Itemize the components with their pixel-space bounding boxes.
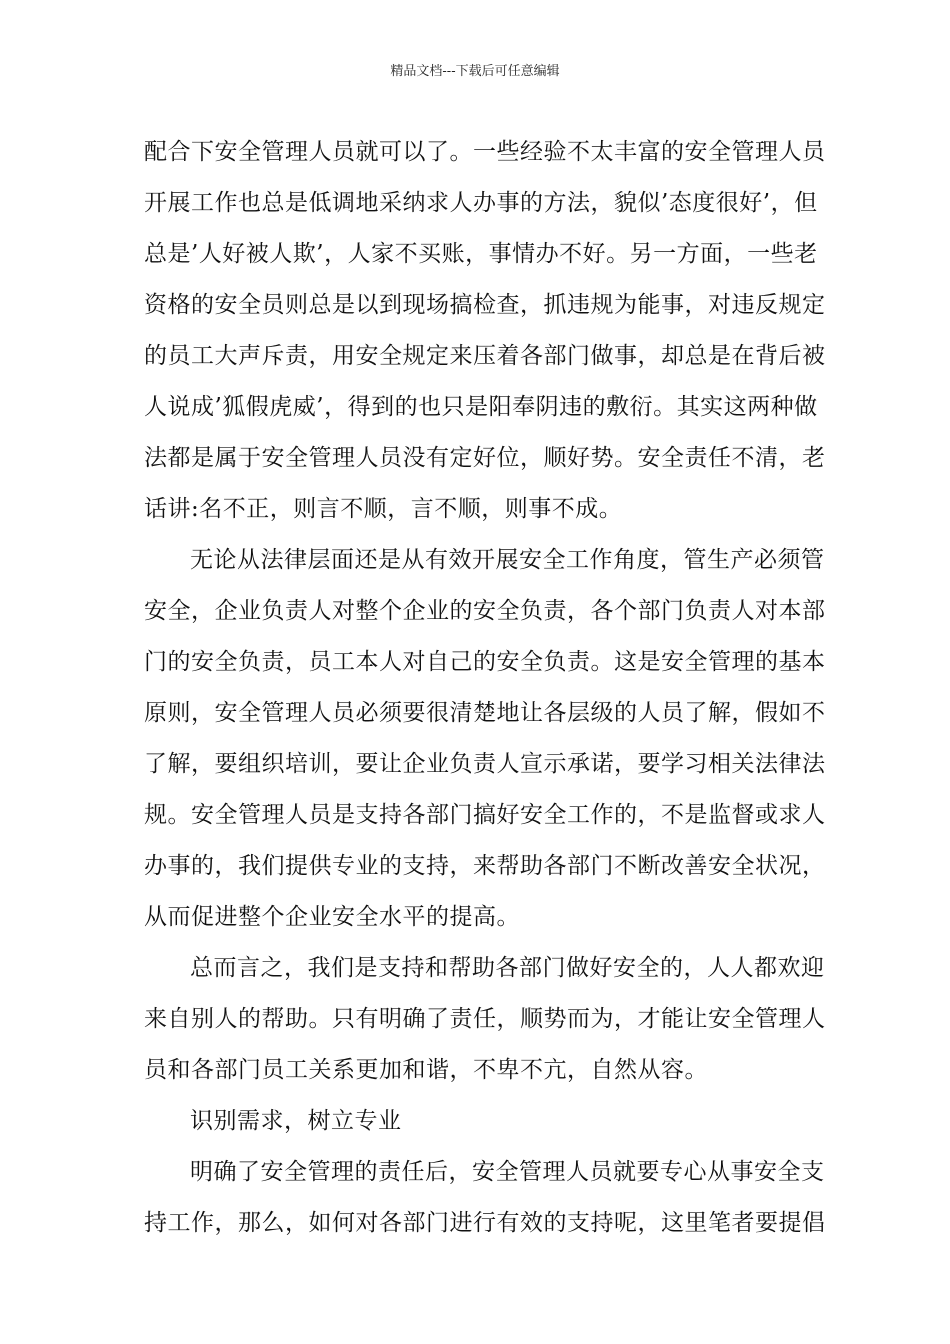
page-header: 精品文档---下载后可任意编辑 bbox=[390, 64, 560, 79]
text-line: 资格的安全员则总是以到现场搞检查，抓违规为能事，对违反规定 bbox=[144, 292, 826, 318]
text-line: 持工作，那么，如何对各部门进行有效的支持呢，这里笔者要提倡 bbox=[144, 1210, 826, 1236]
text-line: 明确了安全管理的责任后，安全管理人员就要专心从事安全支 bbox=[190, 1159, 825, 1185]
text-line: 员和各部门员工关系更加和谐，不卑不亢，自然从容。 bbox=[144, 1057, 708, 1083]
text-line: 配合下安全管理人员就可以了。一些经验不太丰富的安全管理人员 bbox=[144, 139, 826, 165]
text-line: 识别需求，树立专业 bbox=[190, 1108, 402, 1134]
text-line: 从而促进整个企业安全水平的提高。 bbox=[144, 904, 520, 930]
text-line: 总是’人好被人欺’，人家不买账，事情办不好。另一方面，一些老 bbox=[144, 241, 818, 267]
text-line: 开展工作也总是低调地采纳求人办事的方法，貌似’态度很好’，但 bbox=[144, 190, 818, 216]
paragraph bbox=[144, 538, 826, 946]
text-line: 法都是属于安全管理人员没有定好位，顺好势。安全责任不清，老 bbox=[144, 445, 826, 471]
text-line: 来自别人的帮助。只有明确了责任，顺势而为，才能让安全管理人 bbox=[144, 1006, 826, 1032]
text-line: 规。安全管理人员是支持各部门搞好安全工作的，不是监督或求人 bbox=[144, 802, 826, 828]
text-line: 原则，安全管理人员必须要很清楚地让各层级的人员了解，假如不 bbox=[144, 700, 826, 726]
paragraph bbox=[144, 946, 826, 1099]
text-line: 了解，要组织培训，要让企业负责人宣示承诺，要学习相关法律法 bbox=[144, 751, 826, 777]
text-line: 总而言之，我们是支持和帮助各部门做好安全的，人人都欢迎 bbox=[190, 955, 825, 981]
text-line: 办事的，我们提供专业的支持，来帮助各部门不断改善安全状况， bbox=[144, 853, 826, 879]
text-line: 的员工大声斥责，用安全规定来压着各部门做事，却总是在背后被 bbox=[144, 343, 826, 369]
text-line: 无论从法律层面还是从有效开展安全工作角度，管生产必须管 bbox=[190, 547, 825, 573]
text-line: 话讲:名不正，则言不顺，言不顺，则事不成。 bbox=[144, 496, 623, 522]
text-line: 人说成’狐假虎威’，得到的也只是阳奉阴违的敷衍。其实这两种做 bbox=[144, 394, 818, 420]
text-line: 门的安全负责，员工本人对自己的安全负责。这是安全管理的基本 bbox=[144, 649, 826, 675]
paragraph bbox=[144, 1150, 826, 1252]
paragraph bbox=[144, 130, 826, 538]
text-line: 安全，企业负责人对整个企业的安全负责，各个部门负责人对本部 bbox=[144, 598, 826, 624]
document-body bbox=[144, 130, 826, 1252]
section-heading bbox=[144, 1099, 808, 1150]
